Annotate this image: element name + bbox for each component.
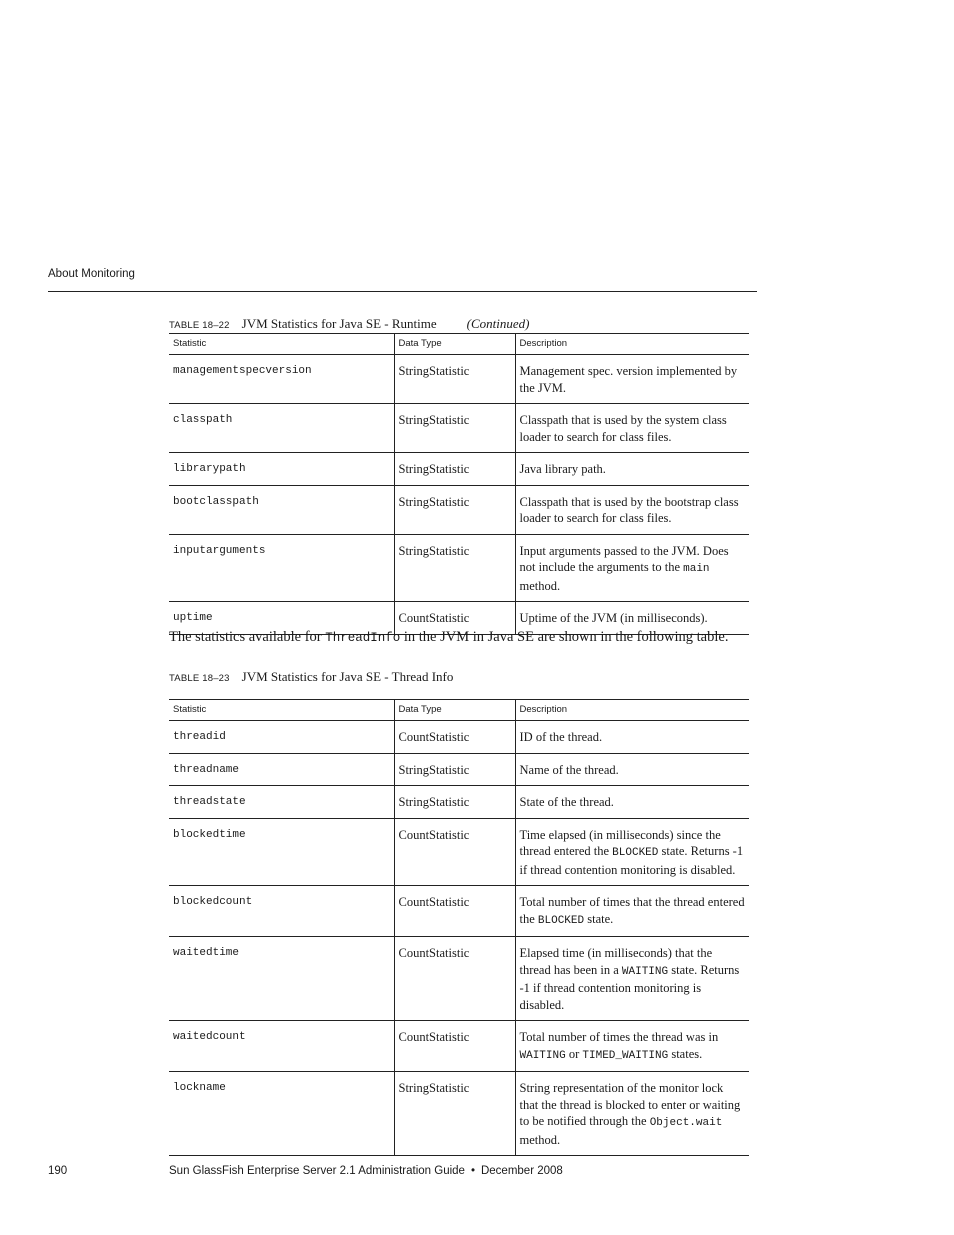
description-code: main <box>683 563 710 575</box>
description-cell <box>515 404 749 453</box>
data-type-cell: StringStatistic <box>394 1072 515 1156</box>
description-text: method. <box>519 1132 561 1147</box>
column-header-statistic: Statistic <box>169 334 394 355</box>
description-code: Object.wait <box>649 1117 723 1129</box>
description-code: BLOCKED <box>612 847 659 859</box>
column-header-data-type: Data Type <box>394 334 515 355</box>
description-text: Uptime of the JVM (in milliseconds). <box>519 611 708 625</box>
description-cell <box>515 786 749 819</box>
intro-text-after: in the JVM in Java SE are shown in the following table. <box>400 629 729 645</box>
description-code: TIMED_WAITING <box>582 1049 669 1062</box>
header-rule <box>48 291 757 292</box>
table-row <box>169 818 749 886</box>
description-cell <box>515 1021 749 1072</box>
description-text: Name of the thread. <box>519 762 619 777</box>
running-header: About Monitoring <box>48 268 135 280</box>
table1-number: TABLE 18–22 <box>169 320 230 331</box>
description-text: Java library path. <box>519 462 606 476</box>
data-type-cell: CountStatistic <box>394 886 515 937</box>
intro-code-threadinfo: ThreadInfo <box>325 631 401 645</box>
description-text: state. Returns -1 if thread contention monitoring is disabled. <box>519 962 740 1012</box>
description-cell <box>515 485 749 534</box>
description-text: Total number of times the thread was in <box>519 1030 719 1044</box>
statistic-name-cell: inputarguments <box>169 534 394 602</box>
description-code: WAITING <box>519 1049 566 1062</box>
description-cell <box>515 753 749 786</box>
statistic-name-cell: waitedtime <box>169 937 394 1021</box>
statistic-name-cell: threadstate <box>169 786 394 819</box>
data-type-cell: StringStatistic <box>394 753 515 786</box>
data-type-cell: CountStatistic <box>394 721 515 754</box>
table2-number: TABLE 18–23 <box>169 673 230 684</box>
footer-page-number: 190 <box>48 1165 68 1177</box>
table-row <box>169 786 749 819</box>
data-type-cell: StringStatistic <box>394 453 515 486</box>
table-row <box>169 1072 749 1156</box>
statistic-name-cell: waitedcount <box>169 1021 394 1072</box>
data-type-cell: StringStatistic <box>394 786 515 819</box>
footer-separator: • <box>470 1165 475 1177</box>
table1 <box>169 333 749 635</box>
description-cell <box>515 937 749 1021</box>
table-row <box>169 937 749 1021</box>
description-cell <box>515 818 749 886</box>
statistic-name-cell: classpath <box>169 404 394 453</box>
table-row <box>169 886 749 937</box>
description-text: Classpath that is used by the bootstrap class loader to search for class files. <box>519 494 739 525</box>
table2-body <box>169 721 749 1156</box>
table-row <box>169 485 749 534</box>
column-header-statistic: Statistic <box>169 700 394 721</box>
description-text: state. <box>584 911 614 926</box>
table2 <box>169 699 749 1156</box>
description-text: method. <box>519 578 561 593</box>
table-row <box>169 721 749 754</box>
data-type-cell: StringStatistic <box>394 485 515 534</box>
description-text: Elapsed time (in milliseconds) that the thread has been in a <box>519 946 713 977</box>
data-type-cell: StringStatistic <box>394 355 515 404</box>
description-text: Classpath that is used by the system class loader to search for class files. <box>519 413 727 444</box>
data-type-cell: CountStatistic <box>394 1021 515 1072</box>
table1-body <box>169 355 749 635</box>
description-code: BLOCKED <box>537 914 585 927</box>
table-row <box>169 534 749 602</box>
description-cell <box>515 534 749 602</box>
column-header-description: Description <box>515 700 749 721</box>
table1-continued: (Continued) <box>466 316 530 331</box>
description-text: State of the thread. <box>519 795 614 809</box>
statistic-name-cell: uptime <box>169 602 394 635</box>
intro-text-before: The statistics available for <box>169 629 326 645</box>
statistic-name-cell: blockedtime <box>169 818 394 886</box>
footer-date: December 2008 <box>480 1165 563 1177</box>
description-text: Management spec. version implemented by the JVM. <box>519 364 738 395</box>
description-text: Time elapsed (in milliseconds) since the thread entered the <box>519 827 721 858</box>
data-type-cell: StringStatistic <box>394 404 515 453</box>
description-cell <box>515 355 749 404</box>
description-cell <box>515 721 749 754</box>
description-cell <box>515 1072 749 1156</box>
table2-caption <box>169 669 453 685</box>
description-code: WAITING <box>621 965 669 978</box>
footer-title <box>169 1165 563 1177</box>
table-row <box>169 1021 749 1072</box>
data-type-cell: CountStatistic <box>394 937 515 1021</box>
description-cell <box>515 886 749 937</box>
intro-paragraph <box>169 629 769 646</box>
table2-header-row <box>169 700 749 721</box>
footer-book-title: Sun GlassFish Enterprise Server 2.1 Administration Guide <box>169 1165 465 1177</box>
description-cell <box>515 453 749 486</box>
table-row <box>169 753 749 786</box>
table1-caption <box>169 316 529 332</box>
description-text: Input arguments passed to the JVM. Does not include the arguments to the <box>519 543 729 574</box>
column-header-description: Description <box>515 334 749 355</box>
statistic-name-cell: bootclasspath <box>169 485 394 534</box>
table-row <box>169 453 749 486</box>
table-row <box>169 404 749 453</box>
statistic-name-cell: managementspecversion <box>169 355 394 404</box>
column-header-data-type: Data Type <box>394 700 515 721</box>
description-text: state. Returns -1 if thread contention monitoring is disabled. <box>519 844 744 877</box>
table-row <box>169 355 749 404</box>
data-type-cell: CountStatistic <box>394 818 515 886</box>
description-text: String representation of the monitor lock that the thread is blocked to enter or waiting to be notified through the <box>519 1081 741 1128</box>
statistic-name-cell: blockedcount <box>169 886 394 937</box>
table1-header-row <box>169 334 749 355</box>
statistic-name-cell: lockname <box>169 1072 394 1156</box>
table2-title: JVM Statistics for Java SE - Thread Info <box>241 669 454 684</box>
table1-title: JVM Statistics for Java SE - Runtime <box>241 316 437 331</box>
description-text: or <box>565 1046 583 1061</box>
description-text: Total number of times that the thread entered the <box>519 895 745 926</box>
statistic-name-cell: librarypath <box>169 453 394 486</box>
data-type-cell: CountStatistic <box>394 602 515 635</box>
statistic-name-cell: threadname <box>169 753 394 786</box>
data-type-cell: StringStatistic <box>394 534 515 602</box>
statistic-name-cell: threadid <box>169 721 394 754</box>
description-text: ID of the thread. <box>519 730 603 744</box>
description-text: states. <box>668 1046 703 1061</box>
